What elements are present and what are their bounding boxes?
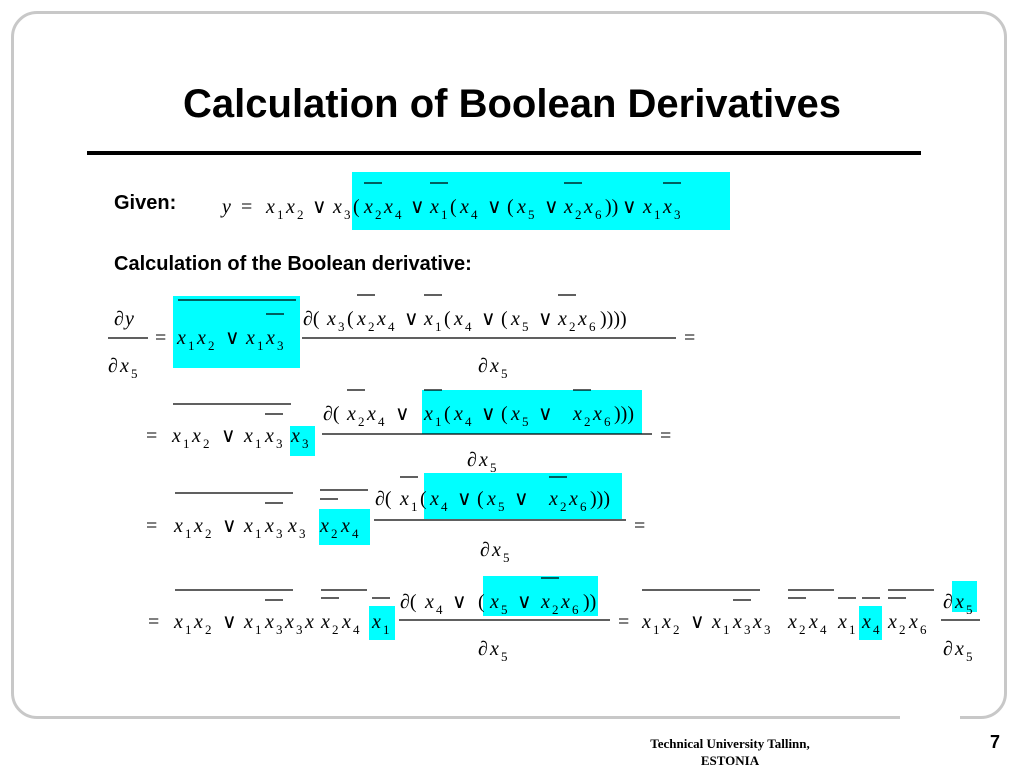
svg-text:∂: ∂ (480, 539, 490, 561)
svg-text:1: 1 (188, 338, 195, 353)
svg-text:5: 5 (501, 602, 508, 617)
svg-text:)): )) (605, 196, 619, 218)
svg-text:x: x (430, 196, 439, 218)
svg-text:2: 2 (205, 526, 212, 541)
svg-text:6: 6 (589, 319, 596, 334)
svg-text:y: y (222, 196, 231, 218)
svg-text:x: x (430, 488, 439, 510)
svg-text:))): ))) (614, 403, 634, 425)
svg-text:3: 3 (744, 622, 751, 637)
svg-text:2: 2 (899, 622, 906, 637)
svg-text:x: x (479, 449, 488, 471)
svg-text:(: ( (477, 488, 484, 510)
svg-text:∂(: ∂( (323, 403, 340, 425)
svg-text:2: 2 (205, 622, 212, 637)
svg-text:3: 3 (302, 436, 309, 451)
svg-text:x: x (558, 308, 567, 330)
svg-text:2: 2 (368, 319, 375, 334)
svg-text:2: 2 (575, 207, 582, 222)
svg-text:1: 1 (435, 414, 442, 429)
svg-text:x: x (424, 403, 433, 425)
svg-text:2: 2 (552, 602, 559, 617)
svg-text:=: = (660, 425, 672, 447)
svg-text:∨: ∨ (544, 196, 559, 218)
svg-text:∂: ∂ (943, 591, 953, 613)
svg-text:2: 2 (297, 207, 304, 222)
svg-text:(: ( (444, 403, 451, 425)
svg-text:∂(: ∂( (400, 591, 417, 613)
svg-text:x: x (888, 611, 897, 633)
svg-text:5: 5 (503, 550, 510, 565)
svg-text:x: x (424, 308, 433, 330)
svg-text:x: x (285, 611, 294, 633)
svg-text:=: = (618, 611, 630, 633)
step4-formula (148, 578, 980, 664)
svg-text:1: 1 (383, 622, 390, 637)
svg-text:2: 2 (332, 622, 339, 637)
svg-text:x: x (511, 308, 520, 330)
svg-text:x: x (265, 611, 274, 633)
svg-text:6: 6 (595, 207, 602, 222)
svg-text:1: 1 (654, 207, 661, 222)
svg-text:(: ( (507, 196, 514, 218)
svg-text:x: x (490, 355, 499, 377)
svg-text:x: x (492, 539, 501, 561)
svg-text:∨: ∨ (221, 425, 236, 447)
svg-text:2: 2 (208, 338, 215, 353)
svg-text:x: x (561, 591, 570, 613)
svg-text:x: x (400, 488, 409, 510)
svg-text:x: x (862, 611, 871, 633)
svg-text:x: x (838, 611, 847, 633)
svg-text:3: 3 (296, 622, 303, 637)
svg-text:x: x (584, 196, 593, 218)
svg-text:(: ( (444, 308, 451, 330)
svg-text:∨: ∨ (487, 196, 502, 218)
svg-text:4: 4 (873, 622, 880, 637)
svg-text:x: x (753, 611, 762, 633)
svg-text:2: 2 (358, 414, 365, 429)
given-formula (220, 183, 681, 222)
svg-text:∨: ∨ (538, 403, 553, 425)
svg-text:4: 4 (471, 207, 478, 222)
svg-text:3: 3 (276, 622, 283, 637)
svg-text:5: 5 (522, 319, 529, 334)
svg-text:x: x (663, 196, 672, 218)
svg-text:∂(: ∂( (303, 308, 320, 330)
svg-text:4: 4 (388, 319, 395, 334)
svg-text:x: x (174, 611, 183, 633)
svg-text:x: x (642, 611, 651, 633)
svg-text:x: x (357, 308, 366, 330)
svg-text:x: x (454, 403, 463, 425)
svg-text:4: 4 (378, 414, 385, 429)
svg-text:=: = (148, 611, 160, 633)
svg-text:x: x (460, 196, 469, 218)
svg-text:5: 5 (501, 366, 508, 381)
svg-text:2: 2 (560, 499, 567, 514)
svg-text:x: x (593, 403, 602, 425)
step1-formula (108, 295, 695, 381)
svg-text:x: x (327, 308, 336, 330)
svg-text:5: 5 (528, 207, 535, 222)
svg-text:x: x (564, 196, 573, 218)
svg-text:∂: ∂ (108, 355, 118, 377)
svg-text:x: x (286, 196, 295, 218)
svg-text:x: x (569, 488, 578, 510)
svg-text:2: 2 (584, 414, 591, 429)
svg-text:∨: ∨ (452, 591, 467, 613)
svg-text:1: 1 (255, 526, 262, 541)
svg-text:5: 5 (501, 649, 508, 664)
svg-text:1: 1 (185, 622, 192, 637)
svg-text:2: 2 (375, 207, 382, 222)
svg-text:∨: ∨ (690, 611, 705, 633)
svg-text:x: x (266, 327, 275, 349)
svg-text:∨: ∨ (222, 515, 237, 537)
svg-text:1: 1 (435, 319, 442, 334)
svg-text:(: ( (501, 308, 508, 330)
svg-text:x: x (291, 425, 300, 447)
svg-text:y: y (125, 308, 134, 330)
svg-text:x: x (372, 611, 381, 633)
svg-text:(: ( (347, 308, 354, 330)
svg-text:x: x (266, 196, 275, 218)
svg-text:x: x (367, 403, 376, 425)
svg-text:x: x (244, 515, 253, 537)
svg-text:(: ( (420, 488, 427, 510)
svg-text:x: x (909, 611, 918, 633)
svg-text:∨: ∨ (481, 308, 496, 330)
svg-text:3: 3 (344, 207, 351, 222)
svg-text:x: x (265, 425, 274, 447)
svg-text:))): ))) (590, 488, 610, 510)
footer-institution (600, 735, 860, 769)
svg-text:x: x (172, 425, 181, 447)
svg-text:x: x (490, 638, 499, 660)
svg-text:∨: ∨ (395, 403, 410, 425)
svg-text:1: 1 (185, 526, 192, 541)
svg-text:x: x (578, 308, 587, 330)
svg-text:4: 4 (465, 414, 472, 429)
svg-text:5: 5 (966, 649, 973, 664)
svg-text:∂: ∂ (478, 355, 488, 377)
svg-text:x: x (517, 196, 526, 218)
svg-text:x: x (244, 611, 253, 633)
svg-text:5: 5 (498, 499, 505, 514)
svg-text:(: ( (450, 196, 457, 218)
svg-text:=: = (684, 327, 696, 349)
svg-text:∨: ∨ (517, 591, 532, 613)
svg-text:∨: ∨ (410, 196, 425, 218)
svg-text:6: 6 (572, 602, 579, 617)
svg-text:=: = (155, 327, 167, 349)
svg-text:4: 4 (465, 319, 472, 334)
svg-text:∨: ∨ (222, 611, 237, 633)
svg-text:∂(: ∂( (375, 488, 392, 510)
svg-text:x: x (288, 515, 297, 537)
footer-line-1: Technical University Tallinn, (650, 736, 810, 751)
svg-text:1: 1 (257, 338, 264, 353)
svg-text:x: x (265, 515, 274, 537)
svg-text:x: x (333, 196, 342, 218)
svg-text:x: x (454, 308, 463, 330)
svg-text:=: = (241, 196, 253, 218)
svg-text:3: 3 (764, 622, 771, 637)
svg-text:2: 2 (203, 436, 210, 451)
svg-text:1: 1 (411, 499, 418, 514)
svg-text:x: x (487, 488, 496, 510)
svg-text:x: x (177, 327, 186, 349)
svg-text:1: 1 (255, 436, 262, 451)
svg-text:1: 1 (849, 622, 856, 637)
svg-text:x: x (174, 515, 183, 537)
svg-text:3: 3 (338, 319, 345, 334)
calc-label: Calculation of the Boolean derivative: (114, 253, 472, 275)
svg-text:4: 4 (395, 207, 402, 222)
svg-text:1: 1 (653, 622, 660, 637)
svg-text:1: 1 (723, 622, 730, 637)
svg-text:x: x (197, 327, 206, 349)
svg-text:∨: ∨ (457, 488, 472, 510)
svg-text:4: 4 (820, 622, 827, 637)
svg-text:(: ( (501, 403, 508, 425)
svg-text:x: x (364, 196, 373, 218)
svg-text:x: x (192, 425, 201, 447)
svg-text:3: 3 (299, 526, 306, 541)
svg-text:1: 1 (183, 436, 190, 451)
svg-text:=: = (634, 515, 646, 537)
svg-text:3: 3 (674, 207, 681, 222)
svg-text:6: 6 (920, 622, 927, 637)
svg-text:x: x (425, 591, 434, 613)
step2-formula (146, 390, 671, 475)
svg-text:∨: ∨ (225, 327, 240, 349)
svg-text:x: x (194, 515, 203, 537)
svg-text:5: 5 (966, 602, 973, 617)
svg-text:1: 1 (255, 622, 262, 637)
svg-text:x: x (733, 611, 742, 633)
svg-text:=: = (146, 425, 158, 447)
svg-text:x: x (377, 308, 386, 330)
svg-text:)))): )))) (600, 308, 627, 330)
svg-text:∂: ∂ (467, 449, 477, 471)
svg-text:)): )) (583, 591, 597, 613)
svg-text:(: ( (478, 591, 485, 613)
svg-text:x: x (955, 638, 964, 660)
svg-text:x: x (347, 403, 356, 425)
svg-text:x: x (809, 611, 818, 633)
svg-text:x: x (342, 611, 351, 633)
svg-text:∂: ∂ (114, 308, 124, 330)
svg-text:x: x (384, 196, 393, 218)
svg-text:x: x (541, 591, 550, 613)
svg-text:x: x (955, 591, 964, 613)
svg-text:3: 3 (277, 338, 284, 353)
svg-text:x: x (244, 425, 253, 447)
svg-text:x: x (511, 403, 520, 425)
svg-text:2: 2 (799, 622, 806, 637)
svg-text:4: 4 (352, 526, 359, 541)
svg-text:4: 4 (441, 499, 448, 514)
svg-text:4: 4 (353, 622, 360, 637)
slide-title: Calculation of Boolean Derivatives (183, 82, 841, 126)
svg-text:2: 2 (569, 319, 576, 334)
svg-text:5: 5 (490, 460, 497, 475)
svg-text:∨: ∨ (622, 196, 637, 218)
svg-text:x: x (341, 515, 350, 537)
given-label: Given: (114, 192, 177, 214)
step3-formula (146, 477, 645, 565)
svg-text:x: x (549, 488, 558, 510)
svg-text:∨: ∨ (312, 196, 327, 218)
svg-text:x: x (194, 611, 203, 633)
svg-text:∨: ∨ (538, 308, 553, 330)
svg-text:x: x (490, 591, 499, 613)
svg-text:x: x (643, 196, 652, 218)
svg-text:x: x (120, 355, 129, 377)
svg-text:∨: ∨ (404, 308, 419, 330)
svg-text:1: 1 (277, 207, 284, 222)
svg-text:∂: ∂ (478, 638, 488, 660)
svg-text:x: x (321, 611, 330, 633)
svg-text:5: 5 (131, 366, 138, 381)
svg-text:x: x (320, 515, 329, 537)
svg-text:∂: ∂ (943, 638, 953, 660)
svg-text:x: x (246, 327, 255, 349)
svg-text:5: 5 (522, 414, 529, 429)
svg-text:x: x (573, 403, 582, 425)
page-number: 7 (989, 732, 1000, 752)
svg-text:=: = (146, 515, 158, 537)
svg-text:2: 2 (673, 622, 680, 637)
svg-text:3: 3 (276, 526, 283, 541)
svg-text:3: 3 (276, 436, 283, 451)
svg-text:x: x (662, 611, 671, 633)
svg-text:∨: ∨ (514, 488, 529, 510)
svg-text:x: x (712, 611, 721, 633)
svg-text:2: 2 (331, 526, 338, 541)
svg-text:1: 1 (441, 207, 448, 222)
footer-line-2: ESTONIA (700, 753, 760, 768)
svg-text:6: 6 (580, 499, 587, 514)
svg-text:6: 6 (604, 414, 611, 429)
svg-text:4: 4 (436, 602, 443, 617)
svg-text:∨: ∨ (481, 403, 496, 425)
svg-text:x: x (305, 611, 314, 633)
svg-text:(: ( (353, 196, 360, 218)
svg-text:x: x (788, 611, 797, 633)
